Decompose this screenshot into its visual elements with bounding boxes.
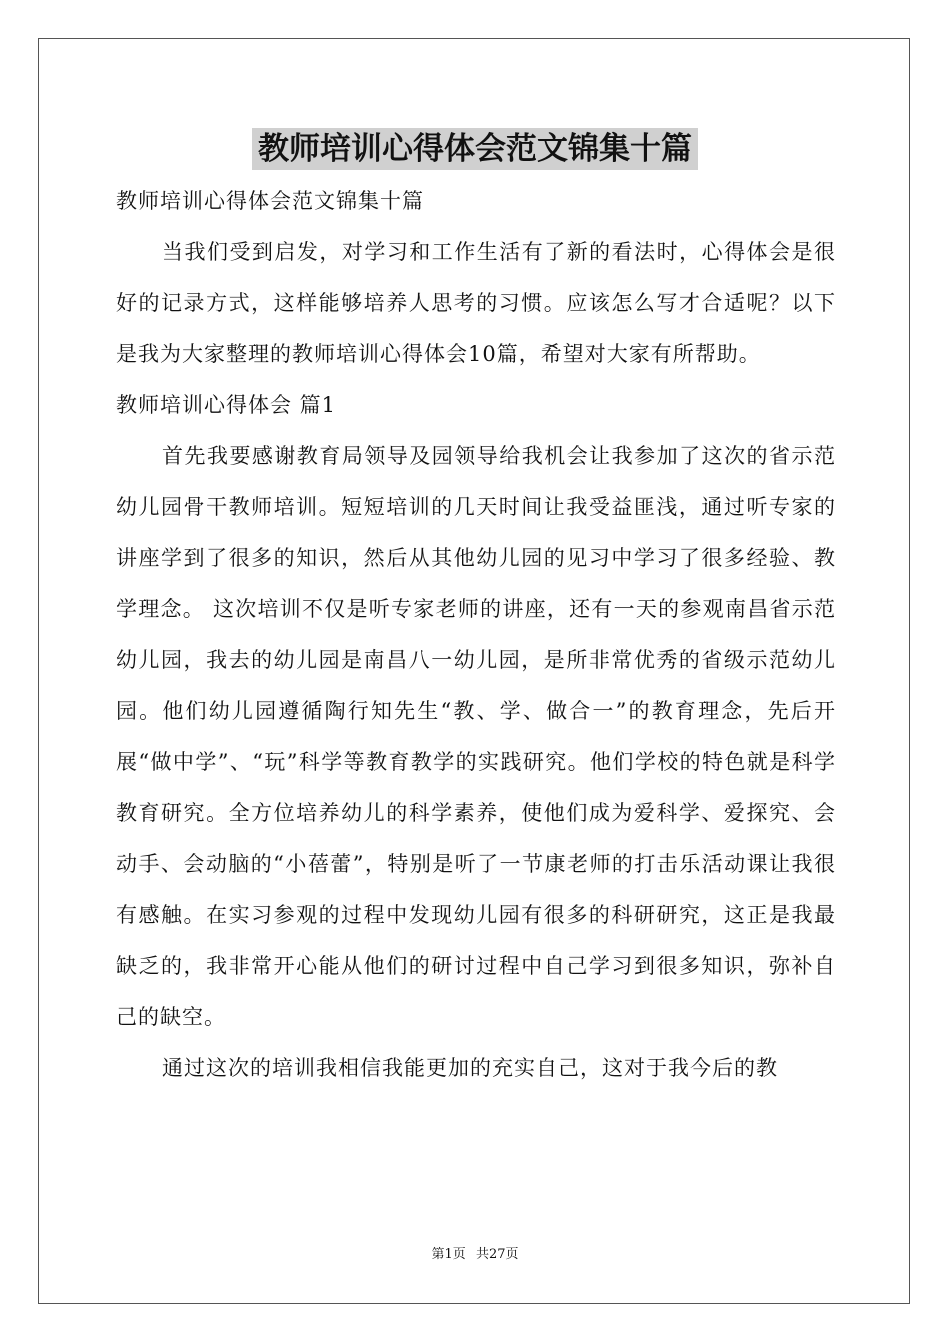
document-title: 教师培训心得体会范文锦集十篇: [252, 128, 698, 170]
document-body: [116, 176, 836, 1094]
page-footer: [0, 1246, 950, 1264]
document-subtitle: 教师培训心得体会范文锦集十篇: [116, 189, 424, 213]
page-total: 共27页: [475, 1247, 519, 1262]
title-container: [0, 128, 950, 170]
intro-paragraph: 当我们受到启发，对学习和工作生活有了新的看法时，心得体会是很好的记录方式，这样能够培养人思考的习惯。应该怎么写才合适呢？以下是我为大家整理的教师培训心得体会10篇，希望对大家有所帮助。: [116, 240, 836, 366]
page-number: 第1页: [431, 1247, 466, 1262]
section-heading: 教师培训心得体会 篇1: [116, 393, 337, 417]
body-paragraph-2: 通过这次的培训我相信我能更加的充实自己，这对于我今后的教: [162, 1056, 778, 1080]
body-paragraph-1: 首先我要感谢教育局领导及园领导给我机会让我参加了这次的省示范幼儿园骨干教师培训。短短培训的几天时间让我受益匪浅，通过听专家的讲座学到了很多的知识，然后从其他幼儿园的见习中学习了很多经验、教学理念。 这次培训不仅是听专家老师的讲座，还有一天的参观南昌省示范幼儿园，我去的幼儿园是南昌八一幼儿园，是所非常优秀的省级示范幼儿园。他们幼儿园遵循陶行知先生“教、学、做合一”的教育理念，先后开展“做中学”、“玩”科学等教育教学的实践研究。他们学校的特色就是科学教育研究。全方位培养幼儿的科学素养，使他们成为爱科学、爱探究、会动手、会动脑的“小蓓蕾”，特别是听了一节康老师的打击乐活动课让我很有感触。在实习参观的过程中发现幼儿园有很多的科研研究，这正是我最缺乏的，我非常开心能从他们的研讨过程中自己学习到很多知识，弥补自己的缺空。: [116, 444, 836, 1029]
